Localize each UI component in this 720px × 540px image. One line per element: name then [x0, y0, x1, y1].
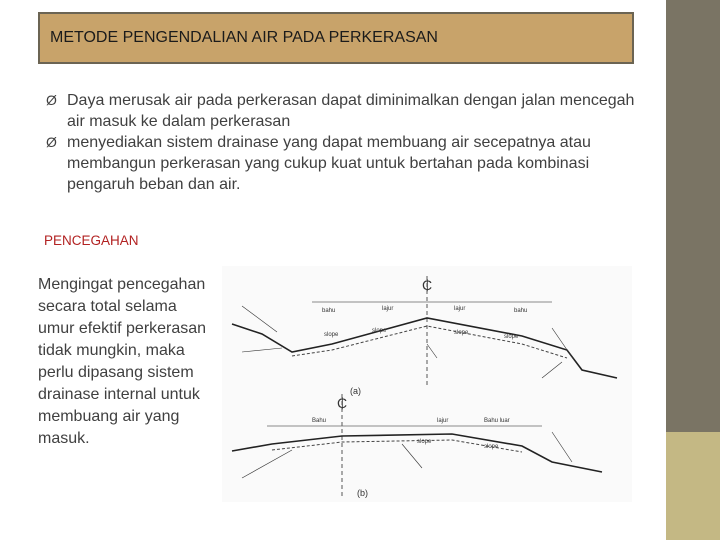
bullet-text: Daya merusak air pada perkerasan dapat diminimalkan dengan jalan mencegah air masuk ke dalam perkerasan: [67, 92, 635, 130]
arrow-bullet-icon: Ø: [46, 134, 57, 150]
label-bahu-b: Bahu: [312, 418, 327, 424]
leader-line: [542, 362, 562, 378]
centerline-symbol-a: ₵: [422, 277, 433, 293]
side-paragraph: Mengingat pencegahan secara total selama umur efektif perkerasan tidak mungkin, maka perlu dipasang sistem drainase internal untuk membuang air yang masuk.: [38, 276, 207, 447]
cross-section-diagram: [222, 266, 632, 502]
slope-label-b1: slope: [417, 439, 432, 445]
leader-line: [242, 306, 277, 332]
label-bahu-luar-b: Bahu luar: [484, 418, 510, 424]
leader-line: [402, 444, 422, 468]
side-band-upper: [666, 0, 720, 432]
arrow-bullet-icon: Ø: [46, 92, 57, 108]
label-lajur-b: lajur: [437, 418, 449, 424]
slope-label-1: slope: [324, 332, 339, 338]
leader-line: [242, 450, 292, 478]
pavement-base-a: [292, 326, 567, 358]
side-band-accent: [666, 432, 720, 540]
leader-line: [427, 344, 437, 358]
drainage-figure: [222, 266, 632, 502]
label-bahu-left: bahu: [322, 308, 336, 314]
label-lajur-right: lajur: [454, 306, 466, 312]
bullet-list: [46, 90, 646, 195]
slide-title: METODE PENGENDALIAN AIR PADA PERKERASAN: [50, 29, 438, 46]
leader-line: [552, 328, 574, 360]
slope-label-b2: slope: [484, 444, 499, 450]
slide-title-box: [38, 12, 634, 64]
slope-label-2: slope: [372, 328, 387, 334]
figure-label-a: (a): [350, 386, 361, 396]
bullet-item: [46, 90, 646, 132]
slope-label-3: slope: [454, 330, 469, 336]
bullet-text: menyediakan sistem drainase yang dapat membuang air secepatnya atau membangun perkerasan yang cukup kuat untuk bertahan pada kombinasi pengaruh beban dan air.: [67, 134, 591, 193]
label-bahu-right: bahu: [514, 308, 528, 314]
bullet-item: [46, 132, 646, 195]
leader-line: [552, 432, 572, 462]
section-label: PENCEGAHAN: [44, 233, 139, 248]
figure-label-b: (b): [357, 488, 368, 498]
centerline-symbol-b: ₵: [337, 395, 348, 411]
label-lajur-left: lajur: [382, 306, 394, 312]
side-band: [666, 0, 720, 540]
leader-line: [242, 348, 282, 352]
slope-label-4: slope: [504, 334, 519, 340]
